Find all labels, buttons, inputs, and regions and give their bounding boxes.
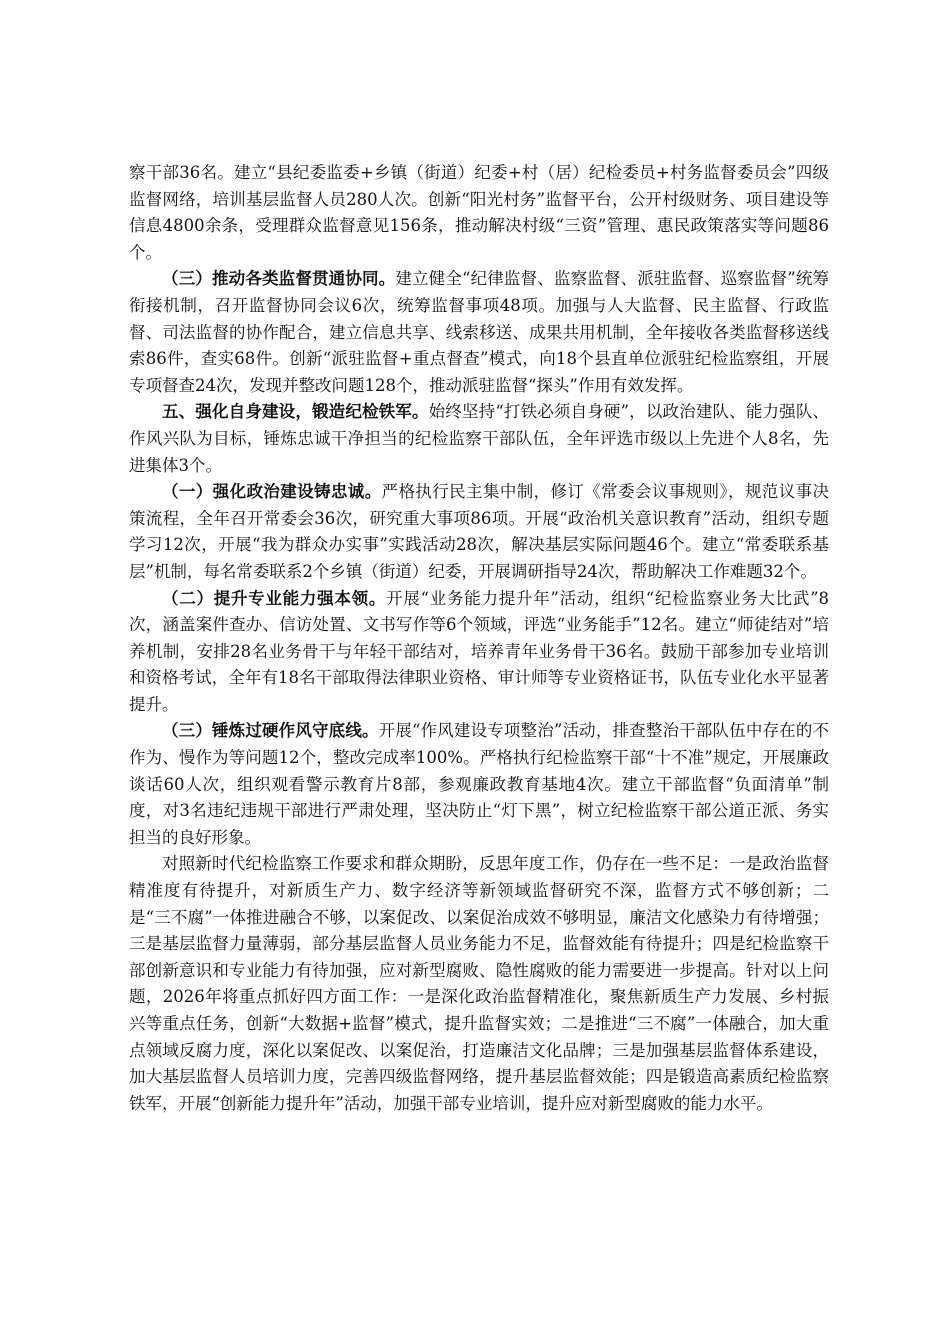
paragraph-text: 严格执行民主集中制，修订《常委会议事规则》，规范议事决策流程，全年召开常委会36次，研究重大事项86项。开展“政治机关意识教育”活动，组织专题学习12次，开展“我为群众办实事”实践活动28次，解决基层实际问题46个。建立“常委联系基层”机制，每名常委联系2个乡镇（街道）纪委，开展调研指导24次，帮助解决工作难题32个。	[129, 482, 830, 581]
paragraph-text: 建立健全“纪律监督、监察监督、派驻监督、巡察监督”统筹衔接机制，召开监督协同会议6次，统筹监督事项48项。加强与人大监督、民主监督、行政监督、司法监督的协作配合，建立信息共享、线索移送、成果共用机制，全年接收各类监督移送线索86件，查实68件。创新“派驻监督+重点督查”模式，向18个县直单位派驻纪检监察组，开展专项督查24次，发现并整改问题128个，推动派驻监督“探头”作用有效发挥。	[129, 269, 830, 395]
paragraph-political-building	[129, 479, 829, 585]
paragraph-shortcomings-and-plans	[129, 851, 829, 1117]
paragraph-heading: （三）锤炼过硬作风守底线。	[162, 721, 379, 741]
section-five-heading-paragraph	[129, 399, 829, 479]
document-body	[129, 160, 829, 1117]
paragraph-heading: （一）强化政治建设铸忠诚。	[162, 482, 382, 502]
paragraph-heading: （三）推动各类监督贯通协同。	[162, 269, 396, 289]
paragraph-text: 开展“作风建设专项整治”活动，排查整治干部队伍中存在的不作为、慢作为等问题12个，整改完成率100%。严格执行纪检监察干部“十不准”规定，开展廉政谈话60人次，组织观看警示教育片8部，参观廉政教育基地4次。建立干部监督“负面清单”制度，对3名违纪违规干部进行严肃处理，坚决防止“灯下黑”，树立纪检监察干部公道正派、务实担当的良好形象。	[129, 721, 829, 847]
paragraph-text: 对照新时代纪检监察工作要求和群众期盼，反思年度工作，仍存在一些不足：一是政治监督精准度有待提升，对新质生产力、数字经济等新领域监督研究不深，监督方式不够创新；二是“三不腐”一体推进融合不够，以案促改、以案促治成效不够明显，廉洁文化感染力有待增强；三是基层监督力量薄弱，部分基层监督人员业务能力不足，监督效能有待提升；四是纪检监察干部创新意识和专业能力有待加强，应对新型腐败、隐性腐败的能力需要进一步提高。针对以上问题，2026年将重点抓好四方面工作：一是深化政治监督精准化，聚焦新质生产力发展、乡村振兴等重点任务，创新“大数据+监督”模式，提升监督实效；二是推进“三不腐”一体融合，加大重点领域反腐力度，深化以案促改、以案促治，打造廉洁文化品牌；三是加强基层监督体系建设，加大基层监督人员培训力度，完善四级监督网络，提升基层监督效能；四是锻造高素质纪检监察铁军，开展“创新能力提升年”活动，加强干部专业培训，提升应对新型腐败的能力水平。	[129, 854, 829, 1113]
paragraph-supervision-coordination	[129, 266, 829, 399]
paragraph-text: 开展“业务能力提升年”活动，组织“纪检监察业务大比武”8次，涵盖案件查办、信访处置、文书写作等6个领域，评选“业务能手”12名。建立“师徒结对”培养机制，安排28名业务骨干与年轻干部结对，培养青年业务骨干36名。鼓励干部参加专业培训和资格考试，全年有18名干部取得法律职业资格、审计师等专业资格证书，队伍专业化水平显著提升。	[129, 588, 829, 714]
paragraph-text: 察干部36名。建立“县纪委监委+乡镇（街道）纪委+村（居）纪检委员+村务监督委员会”四级监督网络，培训基层监督人员280人次。创新“阳光村务”监督平台，公开村级财务、项目建设等信息4800余条，受理群众监督意见156条，推动解决村级“三资”管理、惠民政策落实等问题86个。	[129, 163, 829, 262]
paragraph-professional-ability	[129, 586, 829, 719]
paragraph-work-style	[129, 718, 829, 851]
section-heading: 五、强化自身建设，锻造纪检铁军。	[162, 402, 429, 422]
paragraph-continuation	[129, 160, 829, 266]
paragraph-text: 始终坚持“打铁必须自身硬”，以政治建队、能力强队、作风兴队为目标，锤炼忠诚干净担当的纪检监察干部队伍，全年评选市级以上先进个人8名，先进集体3个。	[129, 402, 830, 475]
paragraph-heading: （二）提升专业能力强本领。	[162, 588, 387, 608]
